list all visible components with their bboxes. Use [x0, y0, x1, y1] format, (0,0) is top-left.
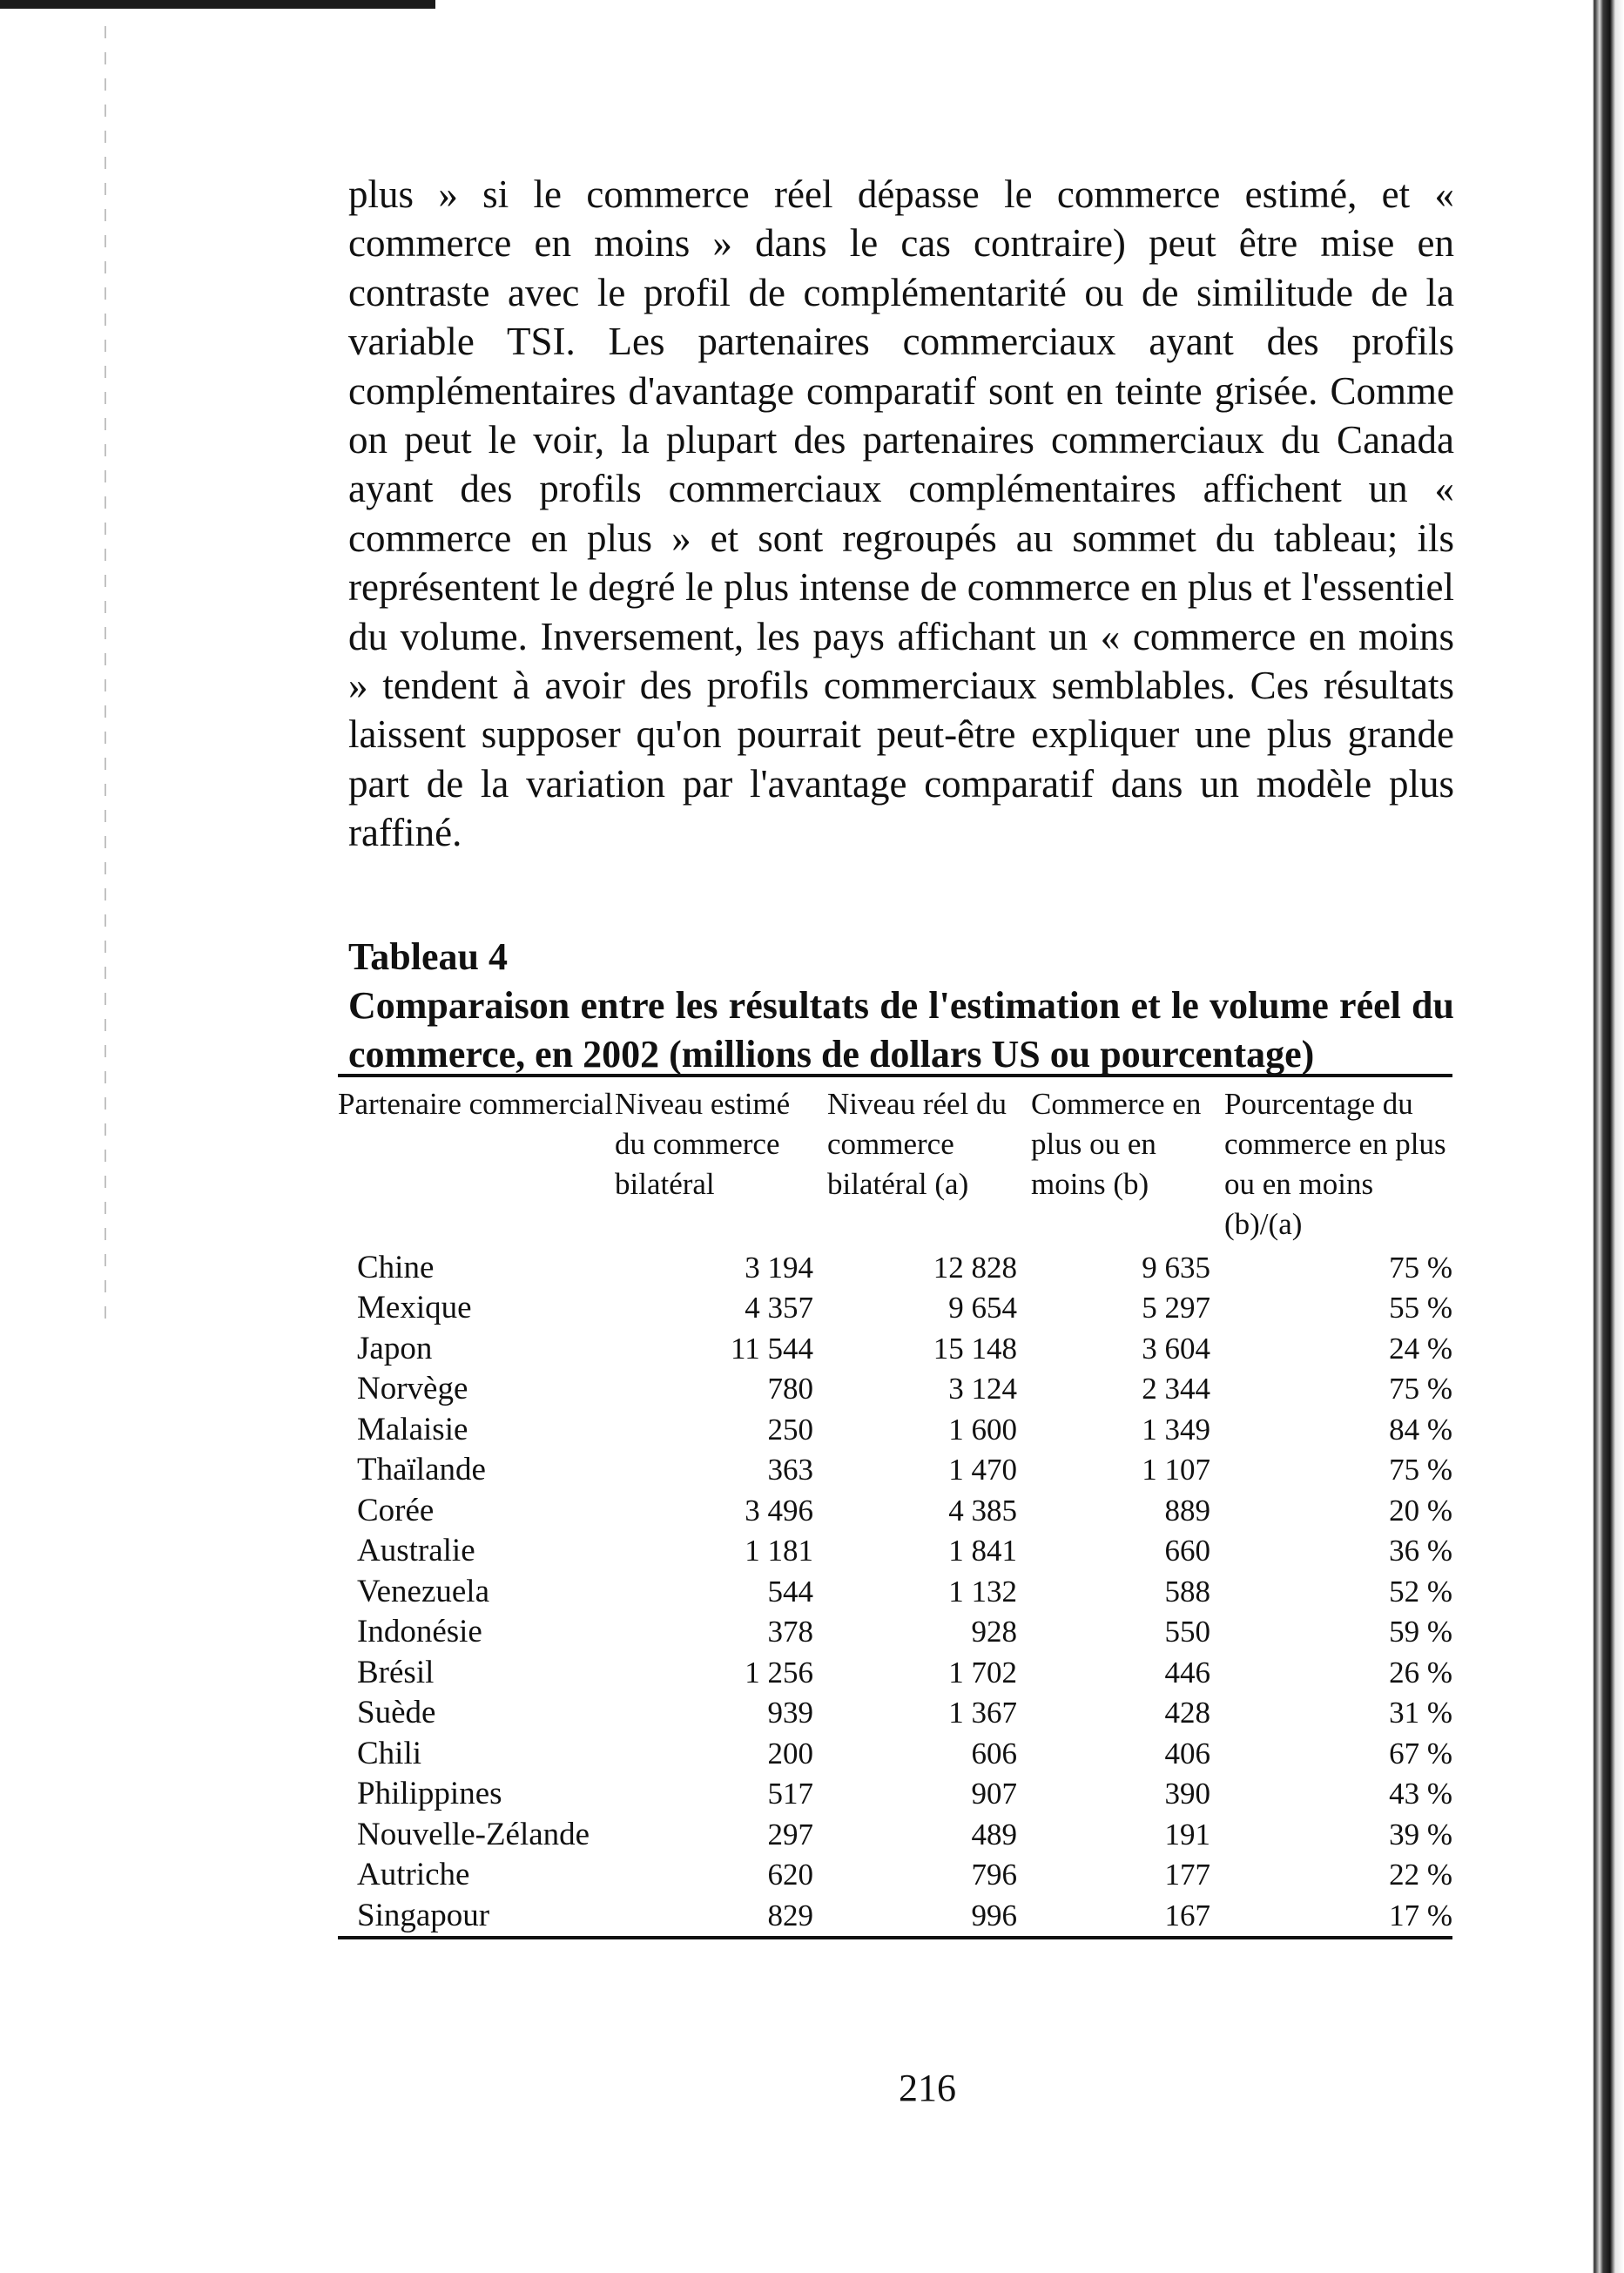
- table-row: [338, 1329, 1452, 1370]
- estimated-cell: 1 256: [745, 1655, 813, 1690]
- scan-fold-mark: [104, 26, 106, 1332]
- actual-cell: 3 124: [948, 1372, 1017, 1406]
- estimated-cell: 780: [767, 1372, 813, 1406]
- partner-cell: Norvège: [357, 1371, 468, 1407]
- difference-cell: 889: [1164, 1493, 1210, 1528]
- partner-cell: Thaïlande: [357, 1452, 486, 1488]
- difference-cell: 446: [1164, 1655, 1210, 1690]
- difference-cell: 1 107: [1142, 1453, 1210, 1487]
- page-content: [338, 170, 1454, 1939]
- table-row: [338, 1612, 1452, 1653]
- difference-cell: 406: [1164, 1736, 1210, 1771]
- difference-cell: 428: [1164, 1696, 1210, 1730]
- percentage-cell: 52 %: [1389, 1574, 1452, 1609]
- estimated-cell: 200: [767, 1736, 813, 1771]
- estimated-cell: 544: [767, 1574, 813, 1609]
- actual-cell: 796: [971, 1858, 1017, 1892]
- difference-cell: 2 344: [1142, 1372, 1210, 1406]
- partner-cell: Chili: [357, 1735, 422, 1771]
- actual-cell: 9 654: [948, 1291, 1017, 1325]
- table-row: [338, 1450, 1452, 1491]
- table-row: [338, 1491, 1452, 1532]
- percentage-cell: 43 %: [1389, 1777, 1452, 1811]
- partner-cell: Indonésie: [357, 1614, 482, 1650]
- percentage-cell: 75 %: [1389, 1250, 1452, 1285]
- difference-cell: 167: [1164, 1898, 1210, 1932]
- percentage-cell: 75 %: [1389, 1453, 1452, 1487]
- actual-cell: 1 702: [948, 1655, 1017, 1690]
- estimated-cell: 363: [767, 1453, 813, 1487]
- table-row: [338, 1248, 1452, 1289]
- header-difference: Commerce en plus ou en moins (b): [1031, 1086, 1202, 1201]
- partner-cell: Brésil: [357, 1654, 435, 1690]
- table-caption: [348, 933, 1454, 1079]
- header-estimated: Niveau estimé du commerce bilatéral: [615, 1086, 791, 1201]
- actual-cell: 928: [971, 1615, 1017, 1649]
- actual-cell: 15 148: [933, 1331, 1017, 1366]
- difference-cell: 588: [1164, 1574, 1210, 1609]
- table-row: [338, 1815, 1452, 1856]
- scan-edge-right: [1580, 0, 1624, 2273]
- table-row: [338, 1734, 1452, 1775]
- table-title: Comparaison entre les résultats de l'estimation et le volume réel du commerce, en 2002 (millions de dollars US ou pourcentage): [348, 983, 1454, 1076]
- actual-cell: 907: [971, 1777, 1017, 1811]
- actual-cell: 12 828: [933, 1250, 1017, 1285]
- percentage-cell: 31 %: [1389, 1696, 1452, 1730]
- percentage-cell: 59 %: [1389, 1615, 1452, 1649]
- estimated-cell: 4 357: [745, 1291, 813, 1325]
- actual-cell: 1 132: [948, 1574, 1017, 1609]
- actual-cell: 489: [971, 1817, 1017, 1851]
- table-row: [338, 1896, 1452, 1939]
- partner-cell: Australie: [357, 1533, 475, 1569]
- difference-cell: 550: [1164, 1615, 1210, 1649]
- table-row: [338, 1531, 1452, 1572]
- table-row: [338, 1369, 1452, 1410]
- header-partner: Partenaire commercial: [338, 1086, 613, 1121]
- difference-cell: 660: [1164, 1534, 1210, 1568]
- actual-cell: 1 600: [948, 1412, 1017, 1447]
- partner-cell: Mexique: [357, 1290, 472, 1326]
- scan-edge-top: [0, 0, 435, 9]
- estimated-cell: 620: [767, 1858, 813, 1892]
- actual-cell: 4 385: [948, 1493, 1017, 1528]
- table-row: [338, 1288, 1452, 1329]
- percentage-cell: 17 %: [1389, 1898, 1452, 1932]
- partner-cell: Chine: [357, 1249, 435, 1285]
- page-number: 216: [899, 2067, 956, 2109]
- percentage-cell: 24 %: [1389, 1331, 1452, 1366]
- actual-cell: 1 841: [948, 1534, 1017, 1568]
- estimated-cell: 11 544: [731, 1331, 813, 1366]
- table-header-row: [338, 1076, 1452, 1248]
- table-row: [338, 1653, 1452, 1694]
- estimated-cell: 939: [767, 1696, 813, 1730]
- actual-cell: 1 470: [948, 1453, 1017, 1487]
- actual-cell: 606: [971, 1736, 1017, 1771]
- partner-cell: Venezuela: [357, 1573, 490, 1609]
- estimated-cell: 517: [767, 1777, 813, 1811]
- header-actual: Niveau réel du commerce bilatéral (a): [827, 1086, 1007, 1201]
- header-percentage: Pourcentage du commerce en plus ou en moins (b)/(a): [1224, 1086, 1446, 1241]
- table-label: Tableau 4: [348, 934, 509, 978]
- percentage-cell: 22 %: [1389, 1858, 1452, 1892]
- partner-cell: Malaisie: [357, 1411, 468, 1447]
- table-row: [338, 1774, 1452, 1815]
- table-row: [338, 1572, 1452, 1613]
- actual-cell: 996: [971, 1898, 1017, 1932]
- percentage-cell: 36 %: [1389, 1534, 1452, 1568]
- estimated-cell: 250: [767, 1412, 813, 1447]
- percentage-cell: 55 %: [1389, 1291, 1452, 1325]
- percentage-cell: 67 %: [1389, 1736, 1452, 1771]
- difference-cell: 191: [1164, 1817, 1210, 1851]
- difference-cell: 3 604: [1142, 1331, 1210, 1366]
- percentage-cell: 75 %: [1389, 1372, 1452, 1406]
- partner-cell: Nouvelle-Zélande: [357, 1816, 590, 1852]
- difference-cell: 177: [1164, 1858, 1210, 1892]
- actual-cell: 1 367: [948, 1696, 1017, 1730]
- percentage-cell: 20 %: [1389, 1493, 1452, 1528]
- percentage-cell: 26 %: [1389, 1655, 1452, 1690]
- table-row: [338, 1855, 1452, 1896]
- difference-cell: 1 349: [1142, 1412, 1210, 1447]
- estimated-cell: 1 181: [745, 1534, 813, 1568]
- table-row: [338, 1410, 1452, 1451]
- percentage-cell: 84 %: [1389, 1412, 1452, 1447]
- estimated-cell: 3 194: [745, 1250, 813, 1285]
- difference-cell: 9 635: [1142, 1250, 1210, 1285]
- partner-cell: Corée: [357, 1492, 435, 1528]
- table-body: [338, 1248, 1452, 1939]
- estimated-cell: 378: [767, 1615, 813, 1649]
- partner-cell: Autriche: [357, 1857, 470, 1893]
- difference-cell: 5 297: [1142, 1291, 1210, 1325]
- trade-table: [338, 1074, 1452, 1940]
- estimated-cell: 3 496: [745, 1493, 813, 1528]
- partner-cell: Suède: [357, 1695, 436, 1731]
- partner-cell: Japon: [357, 1330, 433, 1366]
- percentage-cell: 39 %: [1389, 1817, 1452, 1851]
- partner-cell: Philippines: [357, 1776, 502, 1812]
- table-row: [338, 1693, 1452, 1734]
- partner-cell: Singapour: [357, 1897, 490, 1933]
- body-paragraph: plus » si le commerce réel dépasse le commerce estimé, et « commerce en moins » dans le cas contraire) peut être mise en contraste avec le profil de complémentarité ou de similitude de la variable TSI. Les partenaires commerciaux ayant des profils complémentaires d'avantage comparatif sont en teinte grisée. Comme on peut le voir, la plupart des partenaires commerciaux du Canada ayant des profils commerciaux complémentaires affichent un « commerce en plus » et sont regroupés au sommet du tableau; ils représentent le degré le plus intense de commerce en plus et l'essentiel du volume. Inversement, les pays affichant un « commerce en moins » tendent à avoir des profils commerciaux semblables. Ces résultats laissent supposer qu'on pourrait peut-être expliquer une plus grande part de la variation par l'avantage comparatif dans un modèle plus raffiné.: [348, 172, 1454, 855]
- estimated-cell: 297: [767, 1817, 813, 1851]
- estimated-cell: 829: [767, 1898, 813, 1932]
- difference-cell: 390: [1164, 1777, 1210, 1811]
